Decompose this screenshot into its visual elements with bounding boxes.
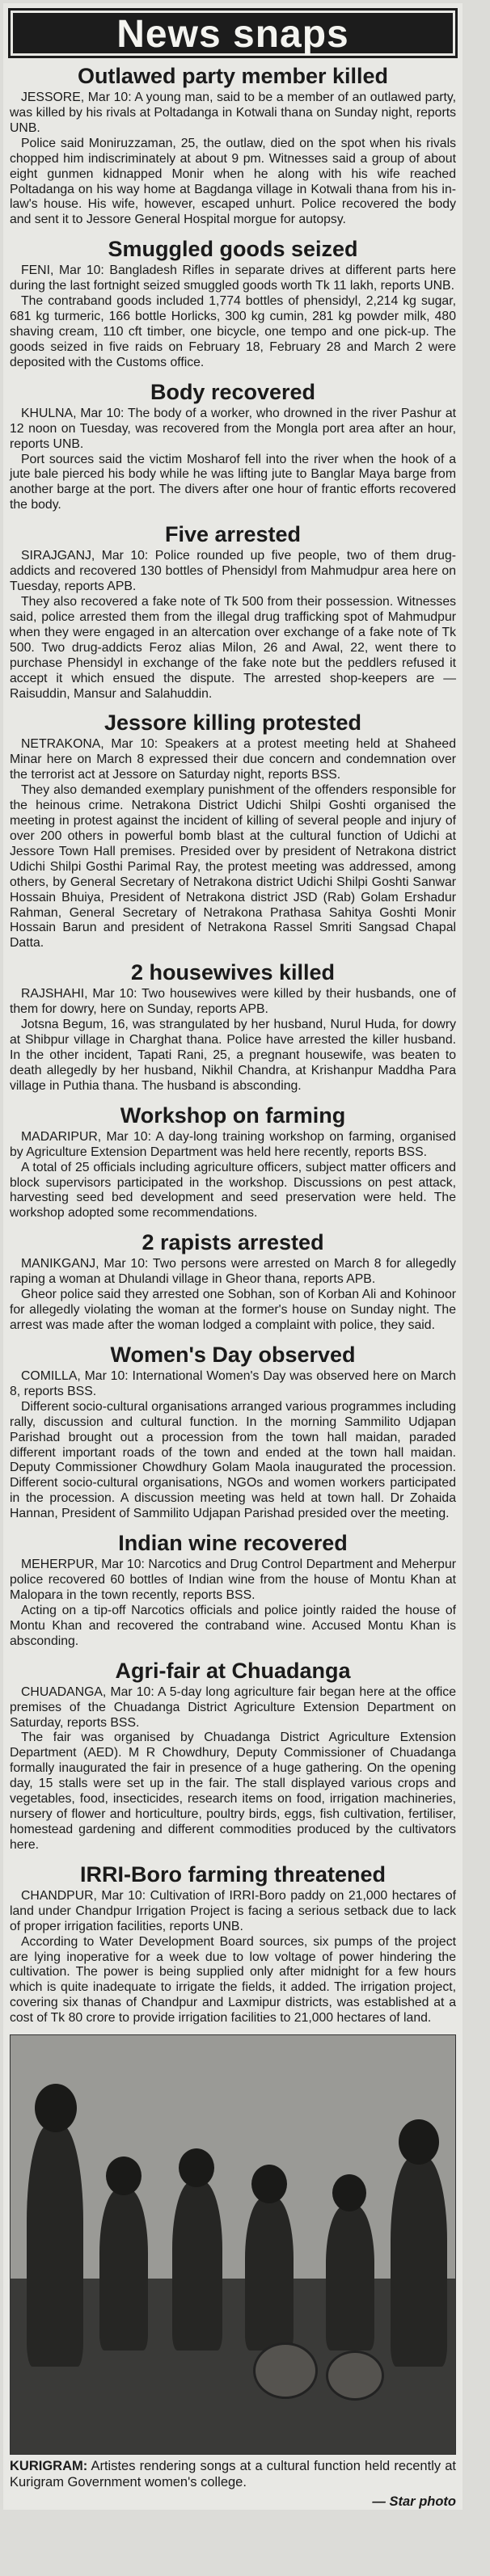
story-headline: IRRI-Boro farming threatened xyxy=(79,1861,387,1887)
news-story xyxy=(10,63,456,228)
news-photo xyxy=(10,2034,456,2455)
news-story xyxy=(10,1342,456,1522)
photo-performer-figure xyxy=(391,2157,447,2367)
photo-performer-head xyxy=(399,2119,439,2165)
story-headline: Five arrested xyxy=(164,522,302,547)
story-headline: Indian wine recovered xyxy=(118,1531,348,1556)
story-paragraph: RAJSHAHI, Mar 10: Two housewives were killed by their husbands, one of them for dowry, here on Sunday, reports APB. xyxy=(10,987,456,1017)
story-paragraph: They also demanded exemplary punishment of the offenders responsible for the heinous crime. Netrakona District Udichi Shilpi Goshti organised the meeting in protest against the incident of killing of several people and injury of over 200 others in powerful bomb blast at the cultural function of Udichi at Jessore Town Hall premises. Presided over by president of Netrakona district Udichi Shilpi Gosthi Parimal Ray, the protest meeting was addressed, among others, by General Secretary of Netrakona district Udichi Shilpi Goshti Sanwar Hossain Bhuiya, President of Netrakona district JSD (Rab) Golam Ershadur Rahman, General Secretary of Netrakona Prathasa Sahitya Goshti Monir Hossain Barun and president of Netrakona Rassel Smriti Sangsad Chapal Datta. xyxy=(10,783,456,951)
photo-performer-head xyxy=(332,2174,366,2211)
section-masthead: News snaps xyxy=(8,8,458,58)
photo-tabla-drum xyxy=(326,2350,384,2401)
photo-performer-head xyxy=(106,2157,142,2195)
photo-performer-figure xyxy=(326,2205,374,2350)
story-paragraph: Police said Moniruzzaman, 25, the outlaw, died on the spot when his rivals chopped him indiscriminately at about 9 pm. Witnesses said a group of about eight gunmen kidnapped Monir when he along with his wife reached Poltadanga on his way home at Bagdanga village in Kotwali thana from his in-law's house. His wife, however, escaped unhurt. Police recovered the body and sent it to Jessore General Hospital morgue for autopsy. xyxy=(10,136,456,227)
news-story xyxy=(10,959,456,1094)
story-headline: Agri-fair at Chuadanga xyxy=(115,1658,351,1683)
news-story xyxy=(10,521,456,702)
photo-block xyxy=(10,2034,456,2510)
story-paragraph: SIRAJGANJ, Mar 10: Police rounded up five people, two of them drug-addicts and recovered 130 bottles of Phensidyl from Mahmudpur area here on Tuesday, reports APB. xyxy=(10,549,456,594)
story-paragraph: According to Water Development Board sources, six pumps of the project are lying inoperative for a week due to low voltage of power hindering the cultivation. The power is being supplied only after midnight for a few hours which is quite inadequate to irrigate the fields, it added. The irrigation project, covering six thanas of Chandpur and Laxmipur districts, was established at a cost of Tk 80 crore to provide irrigation facilities to 21,000 hectares of land. xyxy=(10,1934,456,2026)
news-column xyxy=(3,3,463,2510)
story-paragraph: Different socio-cultural organisations arranged various programmes including rally, discussion and cultural function. In the morning Sammilito Udjapan Parishad brought out a procession from the town hall maidan, paraded different important roads of the town and ended at the town hall maidan. Deputy Commissioner Chowdhury Golam Maola inaugurated the procession. Different socio-cultural organisations, NGOs and women workers participated in the procession. A discussion meeting was held at town hall. Dr Zohaida Hannan, President of Sammilito Udjapan Parishad presided over the meeting. xyxy=(10,1399,456,1521)
story-headline: Body recovered xyxy=(150,379,316,404)
news-story xyxy=(10,1102,456,1222)
news-story xyxy=(10,236,456,370)
news-story xyxy=(10,1658,456,1853)
photo-credit: — Star photo xyxy=(372,2494,456,2510)
photo-singer-head xyxy=(35,2084,77,2132)
photo-caption xyxy=(10,2458,456,2490)
news-story xyxy=(10,1530,456,1650)
story-headline: Jessore killing protested xyxy=(103,710,362,736)
story-paragraph: COMILLA, Mar 10: International Women's Day was observed here on March 8, reports BSS. xyxy=(10,1368,456,1398)
story-paragraph: They also recovered a fake note of Tk 500 from their possession. Witnesses said, police arrested them from the illegal drug trafficking spot of Mahmudpur when they were engaged in an altercation over exchange of a fake note of Tk 500. Two drug-addicts Feroz alias Milon, 26 and Awal, 22, went there to purchase Phensidyl in exchange of the fake note but the peddlers refused it accept it which ensued the dispute. The arrested shop-keepers are — Raisuddin, Mansur and Salahuddin. xyxy=(10,594,456,701)
story-headline: 2 rapists arrested xyxy=(142,1230,324,1255)
story-paragraph: MADARIPUR, Mar 10: A day-long training workshop on farming, organised by Agriculture Extension Department was held here recently, reports BSS. xyxy=(10,1129,456,1159)
caption-place: KURIGRAM: xyxy=(10,2459,88,2474)
story-paragraph: Gheor police said they arrested one Sobhan, son of Korban Ali and Kohinoor for allegedly violating the woman at the former's house on Sunday night. The arrest was made after the woman lodged a complaint with police, they said. xyxy=(10,1288,456,1332)
stories-list xyxy=(10,63,456,2026)
news-story xyxy=(10,379,456,513)
photo-singer-figure xyxy=(27,2124,83,2367)
photo-performer-figure xyxy=(99,2189,148,2350)
caption-text: Artistes rendering songs at a cultural function held recently at Kurigram Government women's college. xyxy=(10,2459,456,2490)
story-headline: Workshop on farming xyxy=(120,1102,346,1128)
news-story xyxy=(10,710,456,951)
story-paragraph: MANIKGANJ, Mar 10: Two persons were arrested on March 8 for allegedly raping a woman at Dhulandi village in Gheor thana, reports APB. xyxy=(10,1257,456,1287)
news-story xyxy=(10,1861,456,2026)
photo-performer-figure xyxy=(172,2181,222,2350)
news-story xyxy=(10,1229,456,1334)
story-paragraph: Acting on a tip-off Narcotics officials and police jointly raided the house of Montu Khan and recovered the contraband wine. Accused Montu Khan is absconding. xyxy=(10,1603,456,1648)
story-headline: 2 housewives killed xyxy=(130,960,336,985)
story-paragraph: The fair was organised by Chuadanga District Agriculture Extension Department (AED). M R Chowdhury, Deputy Commissioner of Chuadanga formally inaugurated the fair in presence of a huge gathering. On the opening day, 15 stalls were set up in the fair. The stall displayed various crops and vegetables, food, insecticides, research items on food, irrigation machineries, nursery of flower and horticulture, poultry birds, eggs, fish cultivation, fertiliser, homestead gardening and different commodities produced by the cultivators here. xyxy=(10,1731,456,1852)
story-paragraph: A total of 25 officials including agriculture officers, subject matter officers and block supervisors participated in the workshop. Discussions on pest attack, harvesting seed bed development and seed preservation were held. The workshop adopted some recommendations. xyxy=(10,1160,456,1221)
story-paragraph: CHUADANGA, Mar 10: A 5-day long agriculture fair began here at the office premises of the Chuadanga District Agriculture Extension Department on Saturday, reports BSS. xyxy=(10,1684,456,1730)
story-paragraph: MEHERPUR, Mar 10: Narcotics and Drug Control Department and Meherpur police recovered 60 bottles of Indian wine from the house of Montu Khan at Malopara in the town recently, reports BSS. xyxy=(10,1558,456,1602)
photo-tabla-drum xyxy=(253,2342,318,2399)
story-paragraph: NETRAKONA, Mar 10: Speakers at a protest meeting held at Shaheed Minar here on March 8 expressed their due concern and condemnation over the terrorist act at Jessore on Saturday night, reports BSS. xyxy=(10,737,456,782)
story-paragraph: KHULNA, Mar 10: The body of a worker, who drowned in the river Pashur at 12 noon on Tuesday, was recovered from the Mongla port area after an hour, reports UNB. xyxy=(10,406,456,451)
story-paragraph: JESSORE, Mar 10: A young man, said to be a member of an outlawed party, was killed by his rivals at Poltadanga in Kotwali thana on Sunday night, reports UNB. xyxy=(10,91,456,135)
photo-performer-figure xyxy=(245,2197,294,2350)
story-headline: Outlawed party member killed xyxy=(77,64,389,88)
photo-performer-head xyxy=(179,2148,214,2187)
story-headline: Smuggled goods seized xyxy=(108,237,358,262)
story-paragraph: Port sources said the victim Mosharof fell into the river when the hook of a jute bale pierced his body while he was lifting jute to Banglar Maya barge from another barge at the port. The divers after one hour of frantic efforts recovered the body. xyxy=(10,452,456,512)
story-paragraph: The contraband goods included 1,774 bottles of phensidyl, 2,214 kg sugar, 681 kg turmeric, 166 bottle Horlicks, 300 kg cumin, 281 kg powder milk, 480 shaving cream, 110 cft timber, one bicycle, one tempo and one pick-up. The goods seized in five raids on February 18, February 28 and March 2 were deposited with the Customs office. xyxy=(10,294,456,369)
story-paragraph: Jotsna Begum, 16, was strangulated by her husband, Nurul Huda, for dowry at Shibpur village in Charghat thana. Police have arrested the killer husband. In the other incident, Tapati Rani, 25, a pregnant housewife, was beaten to death allegedly by her husband, Nikhil Chandra, at Krishanpur Maddha Para village in Puthia thana. The husband is absconding. xyxy=(10,1018,456,1093)
story-paragraph: CHANDPUR, Mar 10: Cultivation of IRRI-Boro paddy on 21,000 hectares of land under Chandpur Irrigation Project is facing a serious setback due to lack of proper irrigation facilities, reports UNB. xyxy=(10,1888,456,1933)
photo-performer-head xyxy=(251,2165,287,2203)
story-paragraph: FENI, Mar 10: Bangladesh Rifles in separate drives at different parts here during the last fortnight seized smuggled goods worth Tk 11 lakh, reports UNB. xyxy=(10,264,456,293)
story-headline: Women's Day observed xyxy=(110,1342,356,1367)
